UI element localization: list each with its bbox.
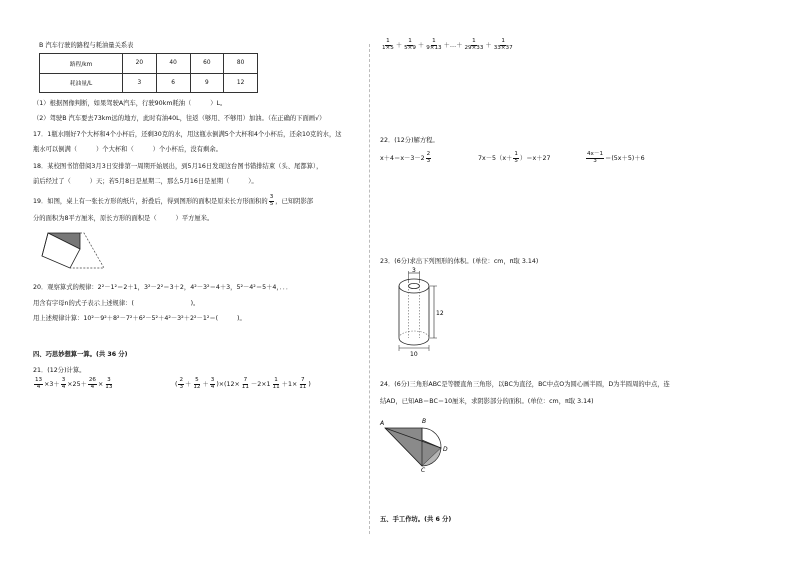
q23-title: 23．(6分)求出下列图形的体积。(单位：cm，π取 3.14) <box>380 258 539 265</box>
q19-line1 <box>33 195 313 207</box>
fraction: $\frac{5}{12}$ <box>193 377 201 390</box>
cylinder-bottom <box>399 338 429 345</box>
height-dimension-label: 12 <box>436 310 444 317</box>
q18-line1: 18．某校图书馆借阅3月3日安排第一周期开始展出，到5月16日发现这台图书错排结束（头、尾都算）， <box>33 163 323 170</box>
q16-part1: （1）根据图像判断，如果驾驶A汽车，行驶90km耗油（ ）L。 <box>33 100 227 107</box>
q21-title: 21．(12分)计算。 <box>33 367 86 374</box>
table-caption: B 汽车行驶的路程与耗油量关系表 <box>39 42 134 49</box>
table-cell: 耗油量/L <box>40 73 123 93</box>
q24-line2: 结AD，已知AB＝BC＝10厘米，求阴影部分的面积。(单位：cm，π取 3.14) <box>380 398 594 405</box>
q17-line2: 瓶水可以倒满（ ）个大杯和（ ）个小杯后，没有剩余。 <box>33 146 222 153</box>
diameter-dimension-label: 10 <box>410 351 418 358</box>
label-b: B <box>422 418 427 425</box>
fraction: $\frac{3}{5}$ <box>269 194 274 207</box>
q17-line1: 17．1瓶水刚好7个大杯和4个小杯后，还剩30克的水，用这瓶水倒满5个大杯和4个小杯后，还余10克的水，这 <box>33 131 342 138</box>
triangle-semicircle-figure <box>380 414 460 472</box>
table-cell: 80 <box>224 54 258 74</box>
folded-paper-figure <box>40 230 110 272</box>
q21-expression-2: ( $\frac{2}{3}$ ＋ $\frac{5}{12}$ ＋ $\frac{3}{4}$ )×(12× $\frac{7}{11}$ －2×1 $\frac{1}{11}$ ＋1× $\frac{7}{11}$ ) <box>175 377 311 390</box>
q19-text-tail: ，已知阴影部 <box>275 198 314 206</box>
fuel-table <box>39 53 258 93</box>
cylinder-bottom-hidden <box>399 331 429 338</box>
equation-1: x＋4＝x－3－2 $\frac{2}{3}$ <box>380 151 431 164</box>
fraction: $\frac{7}{11}$ <box>241 377 249 390</box>
q19-line2: 分的面积为8平方厘米，原长方形的面积是（ ）平方厘米。 <box>33 215 214 222</box>
table-row <box>40 54 258 74</box>
q20-line2: 用含有字母n的式子表示上述规律：( )。 <box>33 300 200 307</box>
fraction: $\frac{13}{4}$ <box>35 377 43 390</box>
fraction: $\frac{26}{4}$ <box>88 377 96 390</box>
inner-dimension-label: 3 <box>412 267 416 274</box>
label-c: C <box>421 467 426 474</box>
label-a: A <box>380 420 385 427</box>
q20-line1: 20．观察算式的规律：2²－1²＝2＋1，3²－2²＝3＋2，4²－3²＝4＋3，5²－4²＝5＋4，．．． <box>33 284 293 291</box>
table-cell: 6 <box>156 73 190 93</box>
q16-part2: （2）驾驶B 汽车要去73km远的地方，此时有油40L，往返（够用、不够用）加油。（在正确的下面画√） <box>33 115 326 122</box>
fraction: $\frac{3}{4}$ <box>210 377 215 390</box>
q18-line2: 前后经过了（ ）天；若5月8日是星期二，那么5月16日是星期（ ）。 <box>33 178 258 185</box>
table-cell: 40 <box>156 54 190 74</box>
fraction: $\frac{1}{11}$ <box>272 377 280 390</box>
hollow-cylinder-figure <box>392 268 452 360</box>
cylinder-hole <box>409 283 420 288</box>
fraction: $\frac{7}{11}$ <box>299 377 307 390</box>
table-row <box>40 73 258 93</box>
series-sum-expression: $\frac{1}{1\times 5}$ ＋ $\frac{1}{5\times 9}$ ＋ $\frac{1}{9\times 13}$ ＋…＋ $\frac{1}{29\times 33}$ ＋ $\frac{1}{33\times 37}$ <box>382 38 513 51</box>
fraction: $\frac{1}{29\times 33}$ <box>464 38 484 51</box>
table-cell: 12 <box>224 73 258 93</box>
table-cell: 60 <box>190 54 224 74</box>
section-4-heading: 四、巧思妙想算一算。(共 36 分) <box>33 351 128 358</box>
table-cell: 路程/km <box>40 54 123 74</box>
fraction: $\frac{3}{13}$ <box>105 377 113 390</box>
column-divider <box>369 44 370 534</box>
fraction: $\frac{1}{33\times 37}$ <box>493 38 513 51</box>
fraction: $\frac{1}{1\times 5}$ <box>382 38 394 51</box>
table-cell: 20 <box>123 54 157 74</box>
label-d: D <box>443 446 448 453</box>
fraction: $\frac{1}{5\times 9}$ <box>404 38 416 51</box>
q21-expression-1: $\frac{13}{4}$ ×3＋ $\frac{3}{4}$ ×25＋ $\frac{26}{4}$ × $\frac{3}{13}$ <box>35 377 113 390</box>
fraction: $\frac{2}{3}$ <box>426 151 431 164</box>
table-cell: 3 <box>123 73 157 93</box>
q22-title: 22．(12分)解方程。 <box>380 137 439 144</box>
fraction: $\frac{2}{3}$ <box>179 377 184 390</box>
equation-2: 7x－5（x＋ $\frac{1}{5}$ ）＝x＋27 <box>478 151 551 164</box>
q24-line1: 24．(6分)三角形ABC是等腰直角三角形，以BC为直径，BC中点O为圆心画半圆，D为半圆周的中点，连 <box>380 381 670 388</box>
fraction: $\frac{3}{4}$ <box>61 377 66 390</box>
fraction: $\frac{1}{9\times 13}$ <box>426 38 442 51</box>
equation-3: $\frac{4x-1}{3}$ ＝(5x＋5)＋6 <box>587 151 645 164</box>
q19-text: 19．如图，桌上有一张长方形的纸片，折叠后，得到图形的面积是原来长方形面积的 <box>33 198 268 206</box>
section-5-heading: 五、手工作坊。(共 6 分) <box>380 516 452 523</box>
q20-line3: 用上述规律计算：10²－9²＋8²－7²＋6²－5²＋4²－3²＋2²－1²＝( )。 <box>33 315 246 322</box>
fraction: $\frac{1}{5}$ <box>514 151 518 164</box>
table-cell: 9 <box>190 73 224 93</box>
fraction: $\frac{4x-1}{3}$ <box>587 151 604 164</box>
